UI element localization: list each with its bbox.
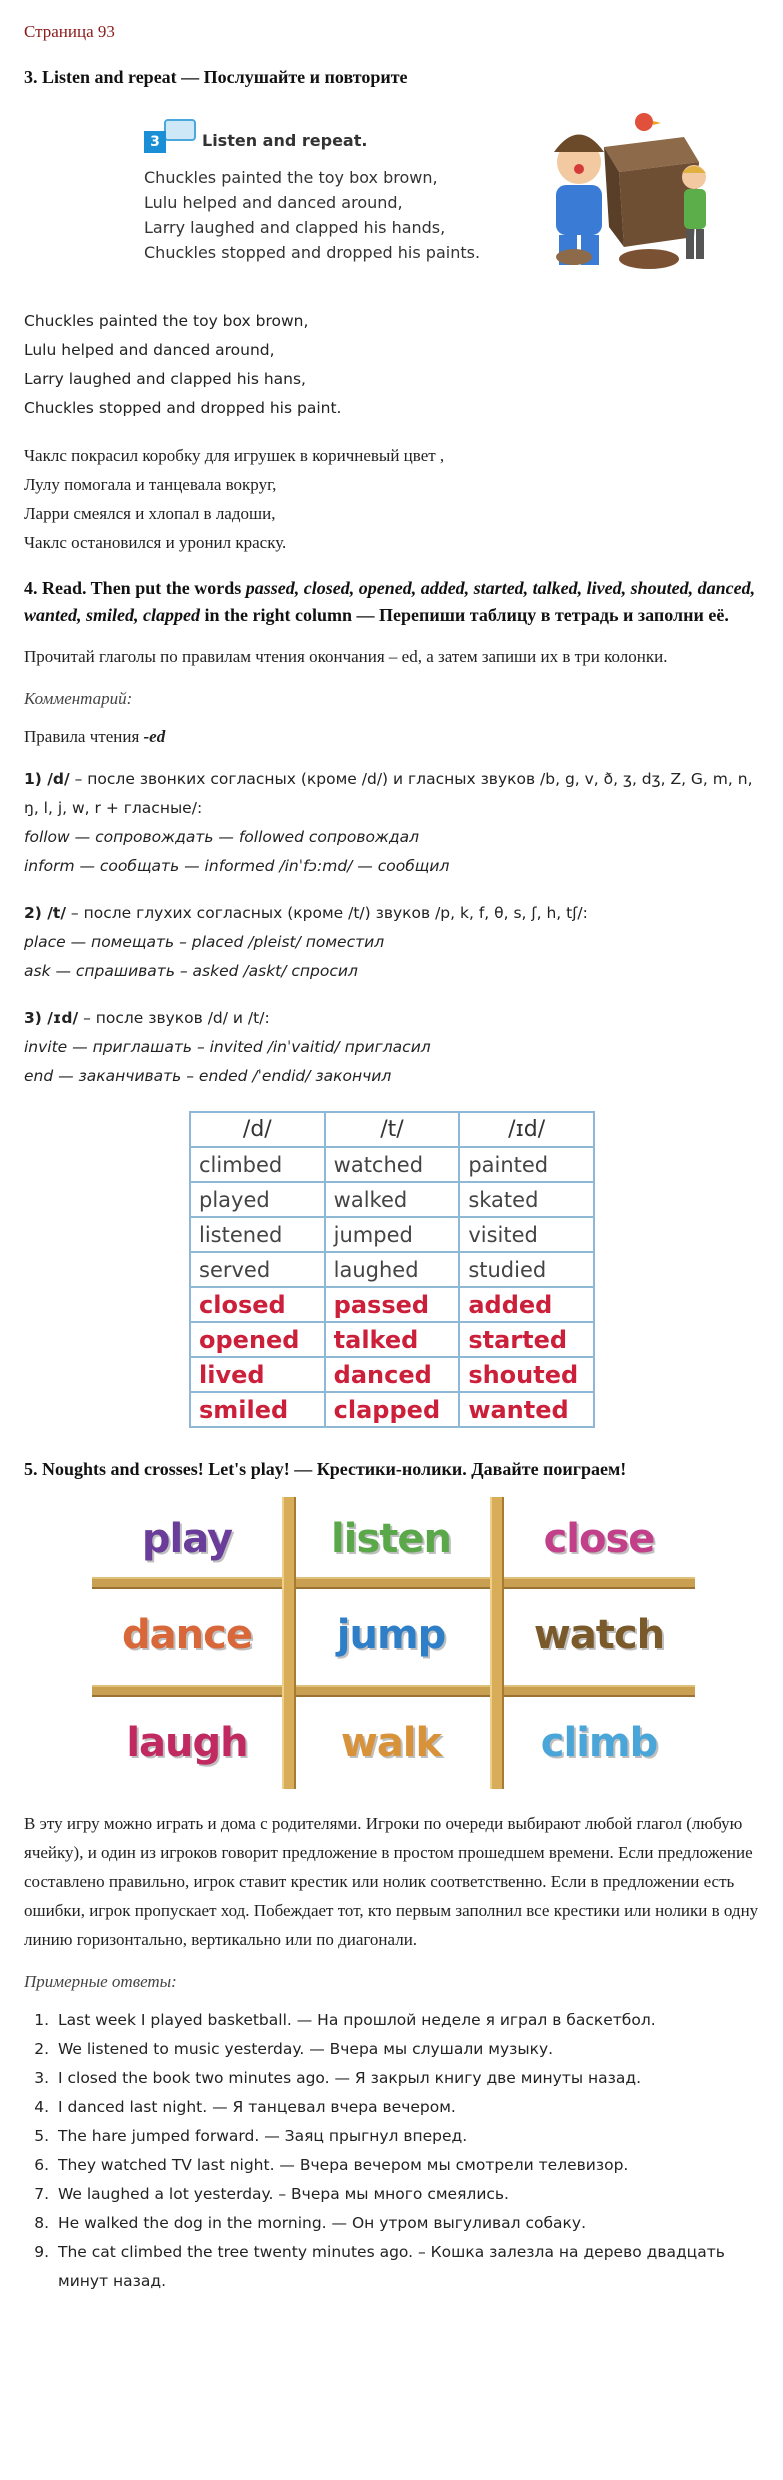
- rule-3-example: end — заканчивать – ended /ˈendid/ закончил: [24, 1067, 392, 1085]
- answer-row: [190, 1322, 594, 1357]
- table-cell: climbed: [190, 1147, 325, 1182]
- grid-line: [282, 1497, 296, 1789]
- rule-1-text: [24, 765, 759, 823]
- grid-line: [92, 1685, 695, 1697]
- heading-text: 4. Read. Then put the words: [24, 578, 246, 598]
- rules-title-ending: -ed: [143, 727, 166, 746]
- rule-2-description: – после глухих согласных (кроме /t/) звуков /p, k, f, θ, s, ʃ, h, tʃ/:: [66, 904, 588, 922]
- list-item: 3. I closed the book two minutes ago. — Я закрыл книгу две минуты назад.: [54, 2064, 759, 2093]
- table-cell: played: [190, 1182, 325, 1217]
- answer-cell: talked: [325, 1322, 460, 1357]
- grid-word-play: play: [141, 1516, 233, 1562]
- answer-row: [190, 1392, 594, 1427]
- textbook-verses: [144, 165, 480, 265]
- column-header: /t/: [325, 1112, 460, 1147]
- table-cell: skated: [459, 1182, 594, 1217]
- answer-cell: smiled: [190, 1392, 325, 1427]
- exercise-4-instruction: Прочитай глаголы по правилам чтения окончания – ed, а затем запиши их в три колонки.: [24, 647, 668, 666]
- ed-endings-table-image: [189, 1111, 595, 1428]
- answer-cell: passed: [325, 1287, 460, 1322]
- answer-cell: opened: [190, 1322, 325, 1357]
- answer-cell: shouted: [459, 1357, 594, 1392]
- list-item: 2. We listened to music yesterday. — Вчера мы слушали музыку.: [54, 2035, 759, 2064]
- list-item: 8. He walked the dog in the morning. — Он утром выгуливал собаку.: [54, 2209, 759, 2238]
- verse-line: Larry laughed and clapped his hands,: [144, 218, 446, 237]
- comment-label: Комментарий:: [24, 689, 133, 708]
- answer-cell: danced: [325, 1357, 460, 1392]
- list-item: 4. I danced last night. — Я танцевал вчера вечером.: [54, 2093, 759, 2122]
- grid-word-watch: watch: [533, 1612, 665, 1658]
- grid-word-close: close: [543, 1516, 655, 1562]
- rhyme-text: [24, 307, 759, 423]
- list-item: 7. We laughed a lot yesterday. – Вчера мы много смеялись.: [54, 2180, 759, 2209]
- answer-row: [190, 1357, 594, 1392]
- grid-word-dance: dance: [122, 1612, 252, 1658]
- cartoon-illustration: [534, 107, 714, 277]
- grid-line: [490, 1497, 504, 1789]
- translation-line: Чаклс остановился и уронил краску.: [24, 533, 287, 552]
- game-description: В эту игру можно играть и дома с родителями. Игроки по очереди выбирают любой глагол (любую ячейку), и один из игроков говорит предложение в простом прошедшем времени. Если предложение составлено правильно, игрок ставит крестик или нолик соответственно. Если в предложении есть ошибки, игрок пропускает ход. Побеждает тот, кто первым заполнил все крестики или нолики в одну линию горизонтально, вертикально или по диагонали.: [24, 1814, 759, 1949]
- rhyme-line: Lulu helped and danced around,: [24, 341, 275, 359]
- exercise-number-badge: 3: [144, 131, 166, 153]
- table-row: [190, 1252, 594, 1287]
- rhyme-translation: [24, 441, 759, 557]
- rule-2-sound: 2) /t/: [24, 904, 66, 922]
- table-cell: listened: [190, 1217, 325, 1252]
- exercise-5-heading: 5. Noughts and crosses! Let's play! — Крестики-нолики. Давайте поиграем!: [24, 1459, 627, 1479]
- page-title: Страница 93: [24, 22, 115, 41]
- rule-1-example: follow — сопровождать — followed сопровождал: [24, 828, 420, 846]
- heading-text: in the right column — Перепиши таблицу в тетрадь и заполни её.: [199, 605, 729, 625]
- list-item: 6. They watched TV last night. — Вчера вечером мы смотрели телевизор.: [54, 2151, 759, 2180]
- rule-1-sound: 1) /d/: [24, 770, 70, 788]
- rules-title: [24, 727, 759, 747]
- grid-word-jump: jump: [336, 1612, 446, 1658]
- exercise-3-heading: 3. Listen and repeat — Послушайте и повторите: [24, 67, 408, 87]
- rule-3-text: [24, 1004, 759, 1033]
- answer-cell: closed: [190, 1287, 325, 1322]
- translation-line: Лулу помогала и танцевала вокруг,: [24, 475, 277, 494]
- column-header: /d/: [190, 1112, 325, 1147]
- list-item: 5. The hare jumped forward. — Заяц прыгнул вперед.: [54, 2122, 759, 2151]
- rule-3: [24, 1004, 759, 1091]
- grid-word-walk: walk: [340, 1720, 442, 1766]
- table-cell: walked: [325, 1182, 460, 1217]
- answer-row: [190, 1287, 594, 1322]
- table-header-row: [190, 1112, 594, 1147]
- grid-word-listen: listen: [331, 1516, 451, 1562]
- answer-cell: started: [459, 1322, 594, 1357]
- exercise-4-heading: [24, 575, 759, 629]
- table-row: [190, 1147, 594, 1182]
- noughts-crosses-grid-image: [92, 1497, 695, 1789]
- table-row: [190, 1182, 594, 1217]
- list-item: 1. Last week I played basketball. — На прошлой неделе я играл в баскетбол.: [54, 2006, 759, 2035]
- grid-word-climb: climb: [540, 1720, 658, 1766]
- rule-1-description: – после звонких согласных (кроме /d/) и гласных звуков /b, g, v, ð, ʒ, dʒ, Z, G, m, n, ŋ, l, j, w, r + гласные/:: [24, 770, 753, 817]
- table-cell: served: [190, 1252, 325, 1287]
- rule-3-example: invite — приглашать – invited /inˈvaitid/ пригласил: [24, 1038, 431, 1056]
- answer-cell: wanted: [459, 1392, 594, 1427]
- speech-bubble-icon: [164, 119, 196, 141]
- rule-2-example: ask — спрашивать – asked /askt/ спросил: [24, 962, 358, 980]
- rules-title-text: Правила чтения: [24, 727, 144, 746]
- textbook-image-listen-repeat: [114, 107, 744, 287]
- rhyme-line: Chuckles stopped and dropped his paint.: [24, 399, 342, 417]
- ed-endings-table: [189, 1111, 595, 1428]
- rule-2-example: place — помещать – placed /pleist/ поместил: [24, 933, 385, 951]
- answers-label: Примерные ответы:: [24, 1972, 177, 1991]
- translation-line: Чаклс покрасил коробку для игрушек в коричневый цвет ,: [24, 446, 445, 465]
- heading-word-list: passed, closed, opened, added, started, talked, lived, shouted, danced, wanted, smiled, clapped: [24, 578, 756, 625]
- table-cell: laughed: [325, 1252, 460, 1287]
- verse-line: Chuckles stopped and dropped his paints.: [144, 243, 481, 262]
- grid-word-laugh: laugh: [126, 1720, 248, 1766]
- table-cell: jumped: [325, 1217, 460, 1252]
- table-cell: painted: [459, 1147, 594, 1182]
- table-cell: watched: [325, 1147, 460, 1182]
- answer-cell: clapped: [325, 1392, 460, 1427]
- translation-line: Ларри смеялся и хлопал в ладоши,: [24, 504, 276, 523]
- answer-cell: added: [459, 1287, 594, 1322]
- rule-3-description: – после звуков /d/ и /t/:: [78, 1009, 270, 1027]
- answer-cell: lived: [190, 1357, 325, 1392]
- rule-2: [24, 899, 759, 986]
- rule-2-text: [24, 899, 759, 928]
- table-cell: visited: [459, 1217, 594, 1252]
- rhyme-line: Larry laughed and clapped his hans,: [24, 370, 306, 388]
- verse-line: Lulu helped and danced around,: [144, 193, 403, 212]
- list-item: 9. The cat climbed the tree twenty minutes ago. – Кошка залезла на дерево двадцать минут назад.: [54, 2238, 759, 2296]
- table-cell: studied: [459, 1252, 594, 1287]
- sample-answers-list: [54, 2006, 759, 2296]
- rule-1-example: inform — сообщать — informed /inˈfɔ:md/ — сообщил: [24, 857, 450, 875]
- rule-1: [24, 765, 759, 881]
- rhyme-line: Chuckles painted the toy box brown,: [24, 312, 309, 330]
- rule-3-sound: 3) /ɪd/: [24, 1009, 79, 1027]
- textbook-exercise-title: Listen and repeat.: [202, 131, 368, 150]
- verse-line: Chuckles painted the toy box brown,: [144, 168, 438, 187]
- table-row: [190, 1217, 594, 1252]
- column-header: /ɪd/: [459, 1112, 594, 1147]
